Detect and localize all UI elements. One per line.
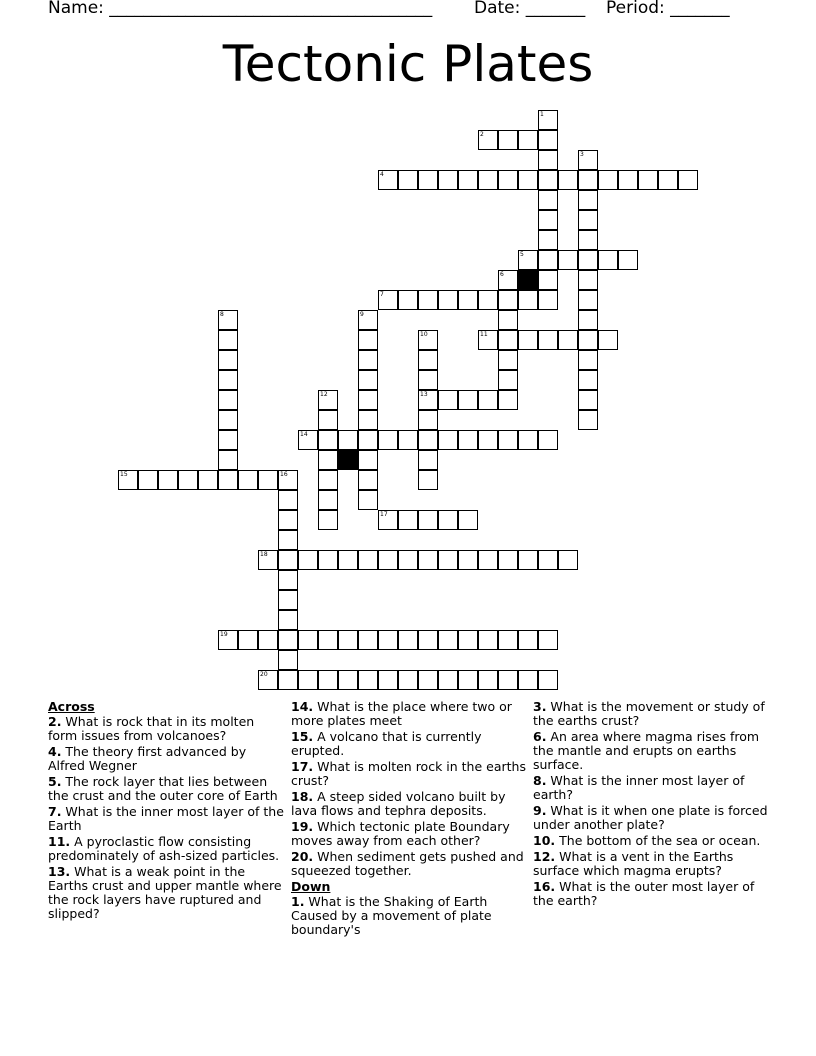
crossword-cell[interactable] — [518, 130, 538, 150]
crossword-cell[interactable] — [298, 670, 318, 690]
crossword-cell[interactable] — [578, 150, 598, 170]
crossword-cell[interactable] — [258, 470, 278, 490]
clue-text: When sediment gets pushed and squeezed together. — [291, 849, 524, 878]
clue-number-label: 9 — [360, 311, 364, 318]
clue-number: 2. — [48, 714, 62, 729]
clue-number: 19. — [291, 819, 314, 834]
crossword-cell[interactable] — [458, 430, 478, 450]
crossword-cell[interactable] — [418, 170, 438, 190]
crossword-cell[interactable] — [618, 170, 638, 190]
crossword-cell[interactable] — [418, 470, 438, 490]
crossword-cell[interactable] — [338, 670, 358, 690]
crossword-cell[interactable] — [218, 330, 238, 350]
crossword-cell[interactable] — [358, 410, 378, 430]
crossword-cell[interactable] — [518, 250, 538, 270]
crossword-cell[interactable] — [358, 670, 378, 690]
crossword-cell[interactable] — [338, 630, 358, 650]
crossword-cell[interactable] — [278, 490, 298, 510]
crossword-cell[interactable] — [538, 190, 558, 210]
crossword-cell[interactable] — [358, 430, 378, 450]
crossword-cell[interactable] — [278, 670, 298, 690]
crossword-cell[interactable] — [538, 210, 558, 230]
clue-item — [291, 730, 527, 758]
name-field-label[interactable]: Name: ______________________________________ — [48, 0, 433, 18]
clue-item — [48, 775, 284, 803]
crossword-cell[interactable] — [218, 310, 238, 330]
crossword-cell[interactable] — [598, 170, 618, 190]
crossword-cell[interactable] — [478, 130, 498, 150]
clue-number: 17. — [291, 759, 314, 774]
clue-text: An area where magma rises from the mantle and erupts on earths surface. — [533, 729, 760, 772]
clue-number: 13. — [48, 864, 71, 879]
clue-number: 15. — [291, 729, 314, 744]
clue-text: What is the outer most layer of the earth? — [533, 879, 755, 908]
clue-number: 6. — [533, 729, 547, 744]
crossword-cell[interactable] — [478, 330, 498, 350]
crossword-cell[interactable] — [498, 550, 518, 570]
crossword-cell[interactable] — [178, 470, 198, 490]
clue-item — [291, 850, 527, 878]
crossword-cell[interactable] — [318, 390, 338, 410]
clue-item — [533, 700, 769, 728]
crossword-cell[interactable] — [418, 350, 438, 370]
crossword-cell[interactable] — [458, 630, 478, 650]
clue-column-2 — [291, 700, 527, 939]
crossword-cell[interactable] — [318, 430, 338, 450]
clue-number-label: 7 — [380, 291, 384, 298]
crossword-cell[interactable] — [438, 630, 458, 650]
crossword-cell[interactable] — [118, 470, 138, 490]
crossword-cell[interactable] — [538, 630, 558, 650]
crossword-cell[interactable] — [538, 290, 558, 310]
clue-number-label: 17 — [380, 511, 388, 518]
crossword-cell[interactable] — [378, 550, 398, 570]
crossword-cell[interactable] — [278, 470, 298, 490]
crossword-cell[interactable] — [518, 670, 538, 690]
clue-text: A volcano that is currently erupted. — [291, 729, 482, 758]
clue-text: What is the inner most layer of earth? — [533, 773, 745, 802]
crossword-cell[interactable] — [158, 470, 178, 490]
crossword-cell[interactable] — [318, 450, 338, 470]
crossword-cell[interactable] — [458, 510, 478, 530]
crossword-cell[interactable] — [578, 170, 598, 190]
crossword-cell[interactable] — [458, 550, 478, 570]
crossword-cell[interactable] — [458, 390, 478, 410]
clue-text: The rock layer that lies between the crust and the outer core of Earth — [48, 774, 278, 803]
crossword-cell[interactable] — [318, 510, 338, 530]
clue-number: 5. — [48, 774, 62, 789]
crossword-cell[interactable] — [558, 170, 578, 190]
clue-column-3 — [533, 700, 769, 910]
clue-item — [533, 850, 769, 878]
clue-item — [48, 715, 284, 743]
crossword-cell[interactable] — [418, 430, 438, 450]
crossword-cell[interactable] — [418, 510, 438, 530]
crossword-cell[interactable] — [398, 290, 418, 310]
crossword-cell[interactable] — [298, 630, 318, 650]
clue-column-1 — [48, 700, 284, 923]
crossword-cell[interactable] — [498, 130, 518, 150]
crossword-cell[interactable] — [438, 550, 458, 570]
clue-number-label: 16 — [280, 471, 288, 478]
clue-item — [48, 865, 284, 921]
clue-text: What is a vent in the Earths surface which magma erupts? — [533, 849, 734, 878]
crossword-cell[interactable] — [478, 290, 498, 310]
crossword-cell[interactable] — [298, 430, 318, 450]
crossword-cell[interactable] — [278, 530, 298, 550]
crossword-cell[interactable] — [578, 250, 598, 270]
clue-item — [48, 745, 284, 773]
crossword-cell[interactable] — [498, 670, 518, 690]
crossword-cell[interactable] — [198, 470, 218, 490]
period-field-label[interactable]: Period: _______ — [606, 0, 730, 18]
clue-text: What is the inner most layer of the Earth — [48, 804, 284, 833]
crossword-cell[interactable] — [618, 250, 638, 270]
crossword-cell[interactable] — [398, 670, 418, 690]
crossword-cell[interactable] — [498, 370, 518, 390]
clue-text: What is the Shaking of Earth Caused by a movement of plate boundary's — [291, 894, 492, 937]
clue-item — [291, 790, 527, 818]
clue-number-label: 6 — [500, 271, 504, 278]
crossword-cell[interactable] — [558, 250, 578, 270]
clue-number-label: 2 — [480, 131, 484, 138]
clue-text: The bottom of the sea or ocean. — [555, 833, 761, 848]
clue-number: 14. — [291, 699, 314, 714]
crossword-cell[interactable] — [358, 330, 378, 350]
crossword-cell[interactable] — [598, 250, 618, 270]
crossword-cell[interactable] — [258, 550, 278, 570]
puzzle-title: Tectonic Plates — [222, 35, 594, 93]
crossword-cell[interactable] — [558, 550, 578, 570]
crossword-cell[interactable] — [538, 150, 558, 170]
crossword-cell[interactable] — [578, 190, 598, 210]
clue-number-label: 13 — [420, 391, 428, 398]
crossword-cell[interactable] — [498, 350, 518, 370]
crossword-cell[interactable] — [218, 410, 238, 430]
crossword-cell[interactable] — [278, 650, 298, 670]
crossword-cell[interactable] — [418, 450, 438, 470]
crossword-cell[interactable] — [298, 550, 318, 570]
crossword-cell[interactable] — [358, 370, 378, 390]
crossword-cell[interactable] — [578, 390, 598, 410]
crossword-cell[interactable] — [358, 550, 378, 570]
crossword-cell[interactable] — [318, 470, 338, 490]
crossword-cell[interactable] — [498, 310, 518, 330]
clue-text: A steep sided volcano built by lava flows and tephra deposits. — [291, 789, 506, 818]
clue-number-label: 8 — [220, 311, 224, 318]
clue-number: 3. — [533, 699, 547, 714]
crossword-cell[interactable] — [378, 170, 398, 190]
crossword-cell[interactable] — [318, 630, 338, 650]
crossword-cell[interactable] — [398, 630, 418, 650]
crossword-cell[interactable] — [438, 670, 458, 690]
clue-text: What is rock that in its molten form issues from volcanoes? — [48, 714, 255, 743]
clue-item — [533, 730, 769, 772]
crossword-cell[interactable] — [258, 670, 278, 690]
crossword-cell[interactable] — [218, 430, 238, 450]
clue-text: What is a weak point in the Earths crust and upper mantle where the rock layers have ruptured and slipped? — [48, 864, 282, 921]
crossword-cell[interactable] — [458, 170, 478, 190]
clue-item — [533, 804, 769, 832]
clue-number: 1. — [291, 894, 305, 909]
clue-item — [48, 805, 284, 833]
crossword-cell[interactable] — [458, 670, 478, 690]
crossword-cell[interactable] — [338, 430, 358, 450]
clue-item — [533, 774, 769, 802]
crossword-cell[interactable] — [638, 170, 658, 190]
crossword-cell[interactable] — [318, 410, 338, 430]
crossword-cell[interactable] — [338, 550, 358, 570]
crossword-cell[interactable] — [378, 430, 398, 450]
crossword-cell[interactable] — [278, 550, 298, 570]
clue-item — [291, 700, 527, 728]
crossword-cell[interactable] — [578, 270, 598, 290]
clue-number-label: 3 — [580, 151, 584, 158]
crossword-cell[interactable] — [518, 170, 538, 190]
crossword-cell[interactable] — [498, 270, 518, 290]
crossword-cell[interactable] — [478, 170, 498, 190]
clue-number-label: 11 — [480, 331, 488, 338]
crossword-cell[interactable] — [418, 290, 438, 310]
crossword-cell[interactable] — [358, 470, 378, 490]
crossword-cell[interactable] — [398, 170, 418, 190]
clue-number-label: 19 — [220, 631, 228, 638]
crossword-cell[interactable] — [418, 670, 438, 690]
clue-number: 12. — [533, 849, 556, 864]
crossword-cell[interactable] — [218, 390, 238, 410]
clue-number: 16. — [533, 879, 556, 894]
crossword-cell[interactable] — [578, 370, 598, 390]
crossword-cell[interactable] — [238, 470, 258, 490]
clue-number: 11. — [48, 834, 71, 849]
clue-number: 10. — [533, 833, 556, 848]
crossword-cell[interactable] — [278, 570, 298, 590]
crossword-cell[interactable] — [218, 630, 238, 650]
crossword-cell[interactable] — [578, 230, 598, 250]
clue-number: 8. — [533, 773, 547, 788]
clue-text: What is molten rock in the earths crust? — [291, 759, 526, 788]
crossword-cell[interactable] — [578, 290, 598, 310]
clue-item — [48, 835, 284, 863]
crossword-cell[interactable] — [278, 610, 298, 630]
crossword-cell[interactable] — [218, 370, 238, 390]
crossword-cell[interactable] — [418, 330, 438, 350]
clue-item — [533, 834, 769, 848]
clue-number-label: 12 — [320, 391, 328, 398]
crossword-cell[interactable] — [278, 510, 298, 530]
date-field-label[interactable]: Date: _______ — [474, 0, 586, 18]
crossword-cell[interactable] — [538, 170, 558, 190]
crossword-cell[interactable] — [398, 430, 418, 450]
crossword-cell[interactable] — [418, 630, 438, 650]
crossword-cell[interactable] — [578, 330, 598, 350]
clue-number-label: 14 — [300, 431, 308, 438]
crossword-cell[interactable] — [358, 630, 378, 650]
crossword-cell[interactable] — [418, 410, 438, 430]
crossword-cell[interactable] — [378, 290, 398, 310]
crossword-cell[interactable] — [498, 430, 518, 450]
crossword-cell[interactable] — [538, 270, 558, 290]
crossword-cell[interactable] — [518, 630, 538, 650]
crossword-cell[interactable] — [218, 350, 238, 370]
crossword-cell[interactable] — [518, 330, 538, 350]
clue-number: 20. — [291, 849, 314, 864]
crossword-cell[interactable] — [358, 390, 378, 410]
clue-number-label: 10 — [420, 331, 428, 338]
crossword-cell[interactable] — [498, 290, 518, 310]
crossword-cell[interactable] — [678, 170, 698, 190]
crossword-cell[interactable] — [458, 290, 478, 310]
crossword-cell[interactable] — [538, 250, 558, 270]
crossword-cell[interactable] — [498, 330, 518, 350]
crossword-cell[interactable] — [498, 170, 518, 190]
clue-item — [533, 880, 769, 908]
clue-number: 18. — [291, 789, 314, 804]
crossword-cell[interactable] — [438, 390, 458, 410]
crossword-cell[interactable] — [138, 470, 158, 490]
crossword-cell[interactable] — [378, 510, 398, 530]
crossword-cell[interactable] — [578, 410, 598, 430]
crossword-cell[interactable] — [258, 630, 278, 650]
crossword-cell[interactable] — [478, 670, 498, 690]
clue-item — [291, 895, 527, 937]
crossword-cell[interactable] — [478, 430, 498, 450]
clue-text: What is the movement or study of the earths crust? — [533, 699, 765, 728]
clue-number: 9. — [533, 803, 547, 818]
clue-item — [291, 760, 527, 788]
crossword-cell[interactable] — [518, 550, 538, 570]
crossword-block — [338, 450, 358, 470]
crossword-cell[interactable] — [318, 490, 338, 510]
crossword-cell[interactable] — [518, 430, 538, 450]
clue-item — [291, 820, 527, 848]
crossword-cell[interactable] — [358, 310, 378, 330]
crossword-cell[interactable] — [318, 670, 338, 690]
clue-number-label: 20 — [260, 671, 268, 678]
crossword-cell[interactable] — [538, 110, 558, 130]
clue-text: The theory first advanced by Alfred Wegner — [48, 744, 247, 773]
clue-section-heading: Across — [48, 699, 95, 714]
clue-number-label: 1 — [540, 111, 544, 118]
clue-number-label: 5 — [520, 251, 524, 258]
crossword-cell[interactable] — [438, 430, 458, 450]
clue-number-label: 15 — [120, 471, 128, 478]
clue-number-label: 18 — [260, 551, 268, 558]
crossword-cell[interactable] — [578, 310, 598, 330]
clue-text: What is it when one plate is forced under another plate? — [533, 803, 768, 832]
crossword-cell[interactable] — [518, 290, 538, 310]
crossword-cell[interactable] — [218, 470, 238, 490]
crossword-cell[interactable] — [598, 330, 618, 350]
crossword-cell[interactable] — [278, 590, 298, 610]
crossword-cell[interactable] — [278, 630, 298, 650]
crossword-cell[interactable] — [358, 490, 378, 510]
crossword-cell[interactable] — [318, 550, 338, 570]
crossword-cell[interactable] — [478, 550, 498, 570]
crossword-cell[interactable] — [378, 630, 398, 650]
crossword-cell[interactable] — [558, 330, 578, 350]
crossword-cell[interactable] — [498, 630, 518, 650]
clue-number: 4. — [48, 744, 62, 759]
crossword-cell[interactable] — [498, 390, 518, 410]
clue-text: Which tectonic plate Boundary moves away from each other? — [291, 819, 510, 848]
crossword-cell[interactable] — [538, 430, 558, 450]
crossword-cell[interactable] — [398, 550, 418, 570]
crossword-cell[interactable] — [438, 510, 458, 530]
crossword-cell[interactable] — [238, 630, 258, 650]
crossword-cell[interactable] — [478, 630, 498, 650]
crossword-cell[interactable] — [218, 450, 238, 470]
crossword-cell[interactable] — [358, 450, 378, 470]
crossword-cell[interactable] — [398, 510, 418, 530]
clue-text: What is the place where two or more plates meet — [291, 699, 512, 728]
crossword-cell[interactable] — [658, 170, 678, 190]
crossword-cell[interactable] — [438, 290, 458, 310]
crossword-cell[interactable] — [378, 670, 398, 690]
crossword-cell[interactable] — [418, 370, 438, 390]
crossword-cell[interactable] — [538, 230, 558, 250]
crossword-block — [518, 270, 538, 290]
clue-number-label: 4 — [380, 171, 384, 178]
crossword-cell[interactable] — [478, 390, 498, 410]
crossword-cell[interactable] — [438, 170, 458, 190]
crossword-cell[interactable] — [358, 350, 378, 370]
crossword-cell[interactable] — [578, 350, 598, 370]
crossword-cell[interactable] — [538, 550, 558, 570]
crossword-cell[interactable] — [578, 210, 598, 230]
clue-number: 7. — [48, 804, 62, 819]
clue-section-heading: Down — [291, 879, 331, 894]
crossword-cell[interactable] — [538, 670, 558, 690]
crossword-cell[interactable] — [418, 550, 438, 570]
crossword-cell[interactable] — [418, 390, 438, 410]
crossword-cell[interactable] — [538, 130, 558, 150]
crossword-cell[interactable] — [538, 330, 558, 350]
clue-text: A pyroclastic flow consisting predominately of ash-sized particles. — [48, 834, 280, 863]
